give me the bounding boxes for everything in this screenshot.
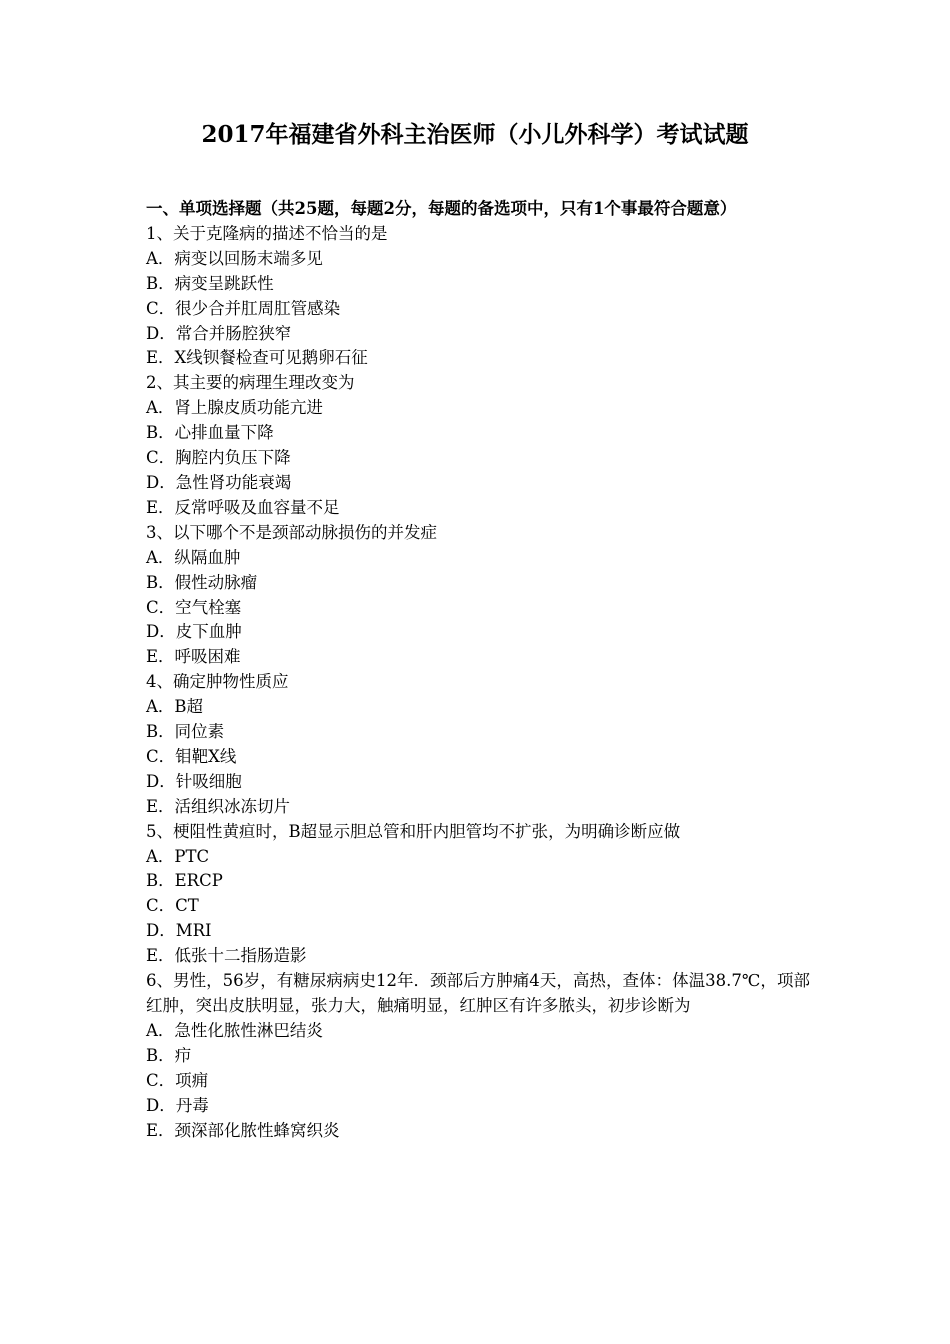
option-c: C．空气栓塞: [146, 597, 242, 617]
option-b: B．ERCP: [146, 871, 223, 891]
option-c: C．CT: [146, 896, 199, 916]
question-3: [146, 521, 810, 670]
option-e: E．颈深部化脓性蜂窝织炎: [146, 1120, 340, 1140]
option-d: D．MRI: [146, 921, 212, 941]
option-c: C．很少合并肛周肛管感染: [146, 298, 341, 318]
question-stem: 4、确定肿物性质应: [146, 672, 289, 692]
option-e: E．活组织冰冻切片: [146, 796, 291, 816]
option-a: A．急性化脓性淋巴结炎: [146, 1020, 323, 1040]
option-a: A．纵隔血肿: [146, 547, 241, 567]
question-stem: 3、以下哪个不是颈部动脉损伤的并发症: [146, 522, 437, 542]
question-1: [146, 222, 810, 371]
option-b: B．心排血量下降: [146, 423, 274, 443]
option-a: A．肾上腺皮质功能亢进: [146, 398, 323, 418]
question-4: [146, 670, 810, 819]
option-b: B．假性动脉瘤: [146, 572, 258, 592]
option-d: D．急性肾功能衰竭: [146, 472, 292, 492]
option-c: C．胸腔内负压下降: [146, 448, 291, 468]
option-e: E．反常呼吸及血容量不足: [146, 497, 340, 517]
option-e: E．呼吸困难: [146, 647, 241, 667]
option-d: D．丹毒: [146, 1095, 209, 1115]
option-d: D．常合并肠腔狭窄: [146, 323, 292, 343]
document-title: 2017年福建省外科主治医师（小儿外科学）考试试题: [201, 121, 749, 148]
option-d: D．皮下血肿: [146, 622, 242, 642]
question-stem: 5、梗阻性黄疸时，B超显示胆总管和肝内胆管均不扩张，为明确诊断应做: [146, 821, 681, 841]
question-6: [146, 969, 810, 1143]
option-a: A．病变以回肠末端多见: [146, 248, 323, 268]
option-e: E．低张十二指肠造影: [146, 946, 307, 966]
option-b: B．疖: [146, 1045, 192, 1065]
option-a: A．B超: [146, 697, 204, 717]
option-c: C．项痈: [146, 1070, 209, 1090]
option-e: E．X线钡餐检查可见鹅卵石征: [146, 348, 368, 368]
section-heading: 一、单项选择题（共25题，每题2分，每题的备选项中，只有1个事最符合题意）: [146, 199, 737, 218]
option-a: A．PTC: [146, 846, 210, 866]
option-b: B．同位素: [146, 722, 225, 742]
option-d: D．针吸细胞: [146, 771, 242, 791]
document-body: [146, 197, 810, 1143]
question-stem: 1、关于克隆病的描述不恰当的是: [146, 223, 388, 243]
question-stem: 2、其主要的病理生理改变为: [146, 373, 355, 393]
question-stem: 6、男性，56岁，有糖尿病病史12年．颈部后方肿痛4天，高热，查体：体温38.7℃，项部红肿，突出皮肤明显，张力大，触痛明显，红肿区有许多脓头，初步诊断为: [146, 971, 810, 1015]
option-b: B．病变呈跳跃性: [146, 273, 274, 293]
option-c: C．钼靶X线: [146, 746, 237, 766]
question-5: [146, 820, 810, 969]
question-2: [146, 371, 810, 520]
